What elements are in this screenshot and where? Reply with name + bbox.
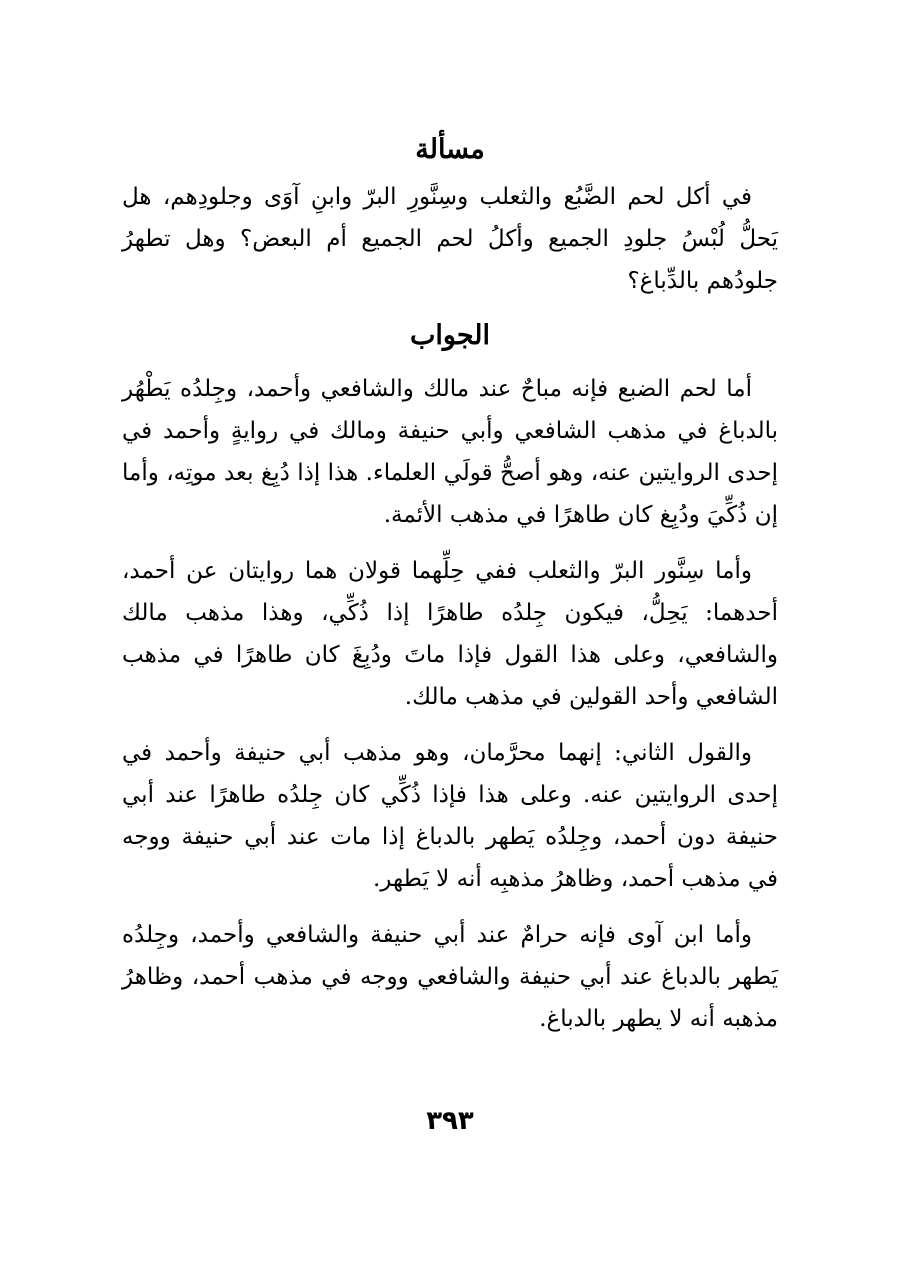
question-text: في أكل لحم الضَّبُع والثعلب وسِنَّورِ البرّ وابنِ آوَى وجلودِهم، هل يَحلُّ لُبْسُ جلودِ الجميع وأكلُ لحم الجميع أم البعض؟ وهل تطهرُ جلودُهم بالدِّباغ؟ xyxy=(122,184,778,294)
page-number: ٣٩٣ xyxy=(426,1106,474,1136)
question-title: مسألة xyxy=(415,134,485,165)
answer-paragraph: وأما سِنَّور البرّ والثعلب ففي حِلِّهما قولان هما روايتان عن أحمد، أحدهما: يَحِلُّ، فيكون جِلدُه طاهرًا إذا ذُكِّي، وهذا مذهب مالك والشافعي، وعلى هذا القول فإذا ماتَ ودُبِغَ كان طاهرًا في مذهب الشافعي وأحد القولين في مذهب مالك. xyxy=(122,558,778,710)
answer-title: الجواب xyxy=(409,320,491,351)
page-body xyxy=(122,130,778,1040)
answer-paragraph: والقول الثاني: إنهما محرَّمان، وهو مذهب أبي حنيفة وأحمد في إحدى الروايتين عنه. وعلى هذا فإذا ذُكِّي كان جِلدُه طاهرًا عند أبي حنيفة دون أحمد، وجِلدُه يَطهر بالدباغ إذا مات عند أبي حنيفة ووجه في مذهب أحمد، وظاهرُ مذهبِه أنه لا يَطهر. xyxy=(122,740,778,892)
answer-paragraph: وأما ابن آوى فإنه حرامٌ عند أبي حنيفة والشافعي وأحمد، وجِلدُه يَطهر بالدباغ عند أبي حنيفة والشافعي ووجه في مذهب أحمد، وظاهرُ مذهبه أنه لا يطهر بالدباغ. xyxy=(122,922,778,1032)
answer-paragraph: أما لحم الضبع فإنه مباحٌ عند مالك والشافعي وأحمد، وجِلدُه يَطْهُر بالدباغ في مذهب الشافعي وأبي حنيفة ومالك في روايةٍ وأحمد في إحدى الروايتين عنه، وهو أصحُّ قولَي العلماء. هذا إذا دُبِغ بعد موتِه، وأما إن ذُكِّيَ ودُبِغ كان طاهرًا في مذهب الأئمة. xyxy=(122,376,778,528)
